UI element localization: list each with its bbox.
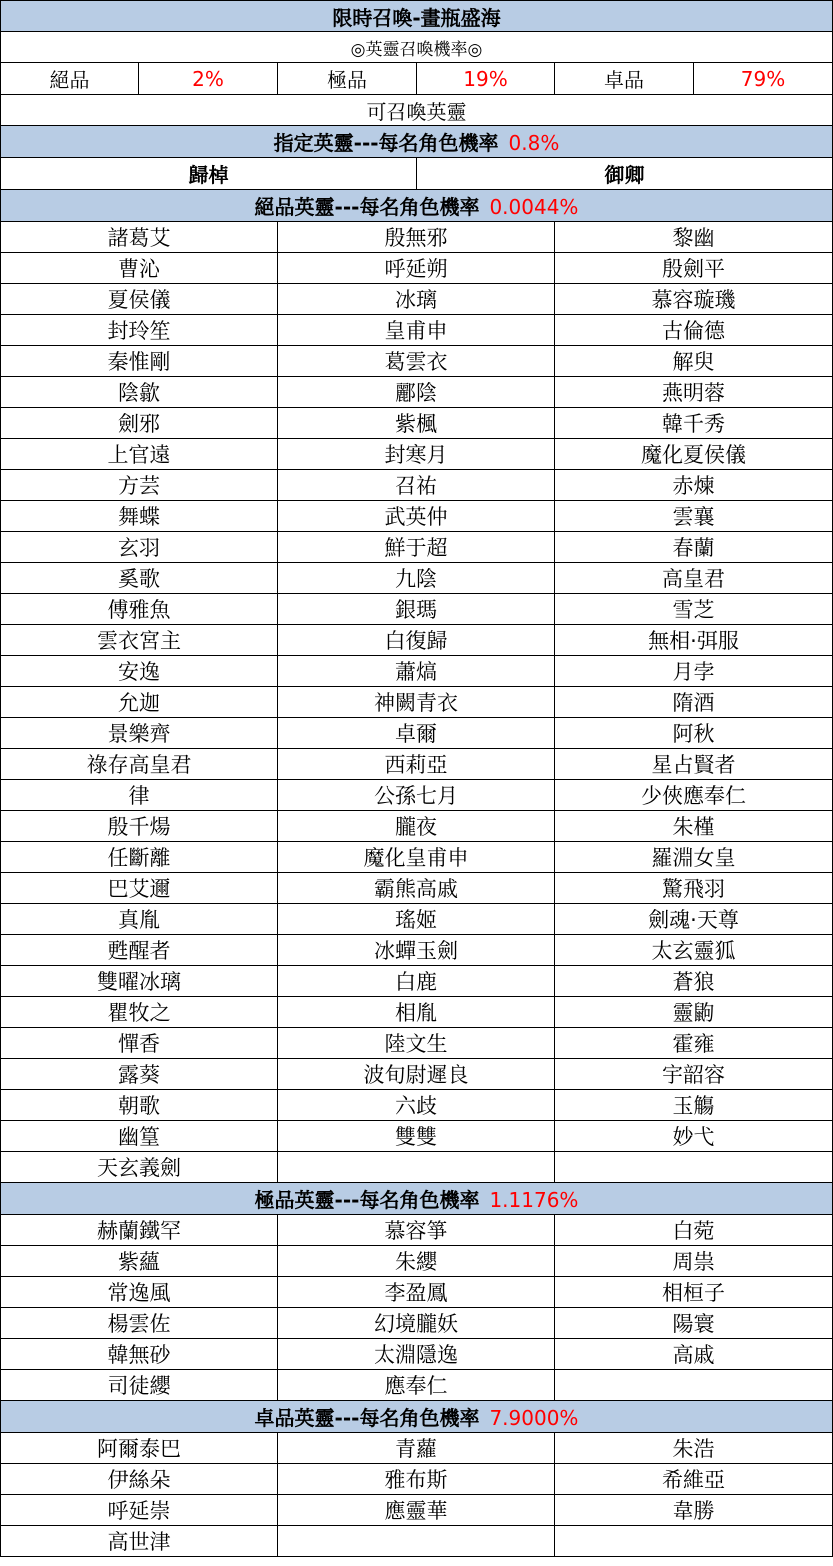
hero-name-cell: 酈陰	[278, 377, 555, 408]
hero-name-cell: 魔化夏侯儀	[555, 439, 833, 470]
hero-name-cell: 景樂齊	[1, 718, 278, 749]
hero-name-cell: 解臾	[555, 346, 833, 377]
hero-name-cell: 雅布斯	[278, 1464, 555, 1495]
hero-name-cell: 高世津	[1, 1526, 278, 1557]
hero-row	[1, 1464, 833, 1495]
hero-name-cell	[555, 1152, 833, 1183]
designated-header	[1, 126, 833, 158]
hero-name-cell: 白鹿	[278, 966, 555, 997]
hero-name-cell: 憚香	[1, 1028, 278, 1059]
hero-name-cell: 司徒纓	[1, 1370, 278, 1401]
hero-name-cell: 雙曜冰璃	[1, 966, 278, 997]
hero-name-cell: 紫蘊	[1, 1246, 278, 1277]
hero-name-cell	[278, 1152, 555, 1183]
hero-row	[1, 749, 833, 780]
hero-name-cell: 冰璃	[278, 284, 555, 315]
hero-row	[1, 377, 833, 408]
hero-name-cell: 幽篁	[1, 1121, 278, 1152]
page-title: 限時召喚-畫瓶盛海	[1, 1, 833, 32]
hero-name-cell	[555, 1526, 833, 1557]
hero-row	[1, 780, 833, 811]
hero-row	[1, 1339, 833, 1370]
hero-name-cell: 應靈華	[278, 1495, 555, 1526]
hero-name-cell: 劍魂·天尊	[555, 904, 833, 935]
hero-name-cell: 朱槿	[555, 811, 833, 842]
section-label: 極品英靈---每名角色機率	[254, 1188, 480, 1212]
tier-rate-legendary: 2%	[139, 63, 278, 95]
hero-name-cell: 月孛	[555, 656, 833, 687]
tier-rate-epic: 19%	[417, 63, 555, 95]
hero-name-cell: 幻境朧妖	[278, 1308, 555, 1339]
hero-name-cell: 雙雙	[278, 1121, 555, 1152]
hero-name-cell: 上官遠	[1, 439, 278, 470]
hero-name-cell: 召祐	[278, 470, 555, 501]
hero-name-cell: 黎幽	[555, 222, 833, 253]
hero-name-cell: 殷劍平	[555, 253, 833, 284]
section-header	[1, 190, 833, 222]
hero-name-cell: 白復歸	[278, 625, 555, 656]
hero-name-cell: 相桓子	[555, 1277, 833, 1308]
tier-label-rare: 卓品	[555, 63, 694, 95]
hero-name-cell: 武英仲	[278, 501, 555, 532]
hero-name-cell: 太淵隱逸	[278, 1339, 555, 1370]
hero-name-cell	[555, 1370, 833, 1401]
hero-row	[1, 811, 833, 842]
hero-name-cell: 呼延朔	[278, 253, 555, 284]
hero-name-cell: 太玄靈狐	[555, 935, 833, 966]
hero-name-cell: 伊絲朵	[1, 1464, 278, 1495]
hero-name-cell: 星占賢者	[555, 749, 833, 780]
hero-name-cell: 允迦	[1, 687, 278, 718]
hero-row	[1, 1308, 833, 1339]
hero-name-cell: 隋酒	[555, 687, 833, 718]
hero-name-cell: 相胤	[278, 997, 555, 1028]
hero-name-cell: 殷無邪	[278, 222, 555, 253]
hero-row	[1, 253, 833, 284]
hero-name-cell: 六歧	[278, 1090, 555, 1121]
hero-name-cell: 陰歙	[1, 377, 278, 408]
designated-hero: 歸棹	[1, 158, 417, 190]
hero-name-cell: 楊雲佐	[1, 1308, 278, 1339]
hero-name-cell: 露葵	[1, 1059, 278, 1090]
hero-row	[1, 1215, 833, 1246]
hero-row	[1, 935, 833, 966]
hero-name-cell: 希維亞	[555, 1464, 833, 1495]
hero-name-cell: 慕容箏	[278, 1215, 555, 1246]
hero-row	[1, 1059, 833, 1090]
hero-row	[1, 718, 833, 749]
hero-name-cell: 應奉仁	[278, 1370, 555, 1401]
hero-row	[1, 594, 833, 625]
hero-name-cell: 西莉亞	[278, 749, 555, 780]
hero-name-cell: 蒼狼	[555, 966, 833, 997]
hero-name-cell: 赤煉	[555, 470, 833, 501]
hero-row	[1, 408, 833, 439]
hero-name-cell: 無相·弭服	[555, 625, 833, 656]
hero-name-cell: 冰蟬玉劍	[278, 935, 555, 966]
hero-name-cell: 九陰	[278, 563, 555, 594]
section-rate: 7.9000%	[489, 1406, 579, 1430]
hero-name-cell: 葛雲衣	[278, 346, 555, 377]
hero-name-cell: 少俠應奉仁	[555, 780, 833, 811]
hero-row	[1, 966, 833, 997]
hero-name-cell: 燕明蓉	[555, 377, 833, 408]
hero-name-cell: 封寒月	[278, 439, 555, 470]
hero-name-cell: 古倫德	[555, 315, 833, 346]
hero-name-cell: 雪芝	[555, 594, 833, 625]
hero-row	[1, 563, 833, 594]
hero-name-cell: 春蘭	[555, 532, 833, 563]
hero-row	[1, 1495, 833, 1526]
hero-name-cell: 青蘿	[278, 1433, 555, 1464]
hero-row	[1, 873, 833, 904]
hero-name-cell: 安逸	[1, 656, 278, 687]
hero-row	[1, 1090, 833, 1121]
hero-name-cell: 玉觴	[555, 1090, 833, 1121]
hero-name-cell: 韋勝	[555, 1495, 833, 1526]
hero-name-cell: 鮮于超	[278, 532, 555, 563]
hero-name-cell: 阿秋	[555, 718, 833, 749]
hero-row	[1, 656, 833, 687]
hero-name-cell: 封玲笙	[1, 315, 278, 346]
hero-name-cell: 朱浩	[555, 1433, 833, 1464]
rate-row	[1, 63, 833, 95]
hero-name-cell: 慕容璇璣	[555, 284, 833, 315]
hero-name-cell: 靈鼩	[555, 997, 833, 1028]
subtitle: ◎英靈召喚機率◎	[1, 32, 833, 63]
hero-name-cell: 方芸	[1, 470, 278, 501]
hero-name-cell: 夏侯儀	[1, 284, 278, 315]
hero-row	[1, 1370, 833, 1401]
hero-name-cell: 劍邪	[1, 408, 278, 439]
hero-name-cell: 波旬尉遲良	[278, 1059, 555, 1090]
hero-name-cell: 瞿牧之	[1, 997, 278, 1028]
hero-name-cell: 傅雅魚	[1, 594, 278, 625]
designated-row	[1, 158, 833, 190]
hero-name-cell: 霸熊高戚	[278, 873, 555, 904]
hero-name-cell: 任斷離	[1, 842, 278, 873]
section-label: 卓品英靈---每名角色機率	[254, 1406, 480, 1430]
hero-name-cell: 卓爾	[278, 718, 555, 749]
hero-name-cell: 雲衣宮主	[1, 625, 278, 656]
hero-name-cell: 高戚	[555, 1339, 833, 1370]
hero-name-cell: 公孫七月	[278, 780, 555, 811]
hero-row	[1, 687, 833, 718]
hero-row	[1, 625, 833, 656]
section-rate: 1.1176%	[489, 1188, 579, 1212]
hero-name-cell: 諸葛艾	[1, 222, 278, 253]
tier-label-epic: 極品	[278, 63, 417, 95]
hero-name-cell: 奚歌	[1, 563, 278, 594]
hero-name-cell: 羅淵女皇	[555, 842, 833, 873]
hero-name-cell: 巴艾邇	[1, 873, 278, 904]
hero-name-cell: 瑤姬	[278, 904, 555, 935]
hero-name-cell: 李盈鳳	[278, 1277, 555, 1308]
hero-name-cell: 紫楓	[278, 408, 555, 439]
section-label: 絕品英靈---每名角色機率	[254, 195, 480, 219]
hero-name-cell: 朝歌	[1, 1090, 278, 1121]
hero-row	[1, 904, 833, 935]
hero-name-cell: 舞蝶	[1, 501, 278, 532]
hero-name-cell: 白菀	[555, 1215, 833, 1246]
hero-name-cell: 高皇君	[555, 563, 833, 594]
hero-name-cell: 常逸風	[1, 1277, 278, 1308]
hero-name-cell: 妙弋	[555, 1121, 833, 1152]
hero-name-cell: 呼延崇	[1, 1495, 278, 1526]
section-label: 指定英靈---每名角色機率	[273, 131, 499, 155]
hero-name-cell: 陸文生	[278, 1028, 555, 1059]
hero-name-cell: 韓千秀	[555, 408, 833, 439]
hero-row	[1, 1152, 833, 1183]
designated-hero: 御卿	[417, 158, 833, 190]
hero-name-cell: 陽寰	[555, 1308, 833, 1339]
section-header	[1, 1183, 833, 1215]
hero-name-cell: 曹沁	[1, 253, 278, 284]
hero-row	[1, 346, 833, 377]
hero-row	[1, 1121, 833, 1152]
hero-row	[1, 470, 833, 501]
hero-name-cell: 韓無砂	[1, 1339, 278, 1370]
hero-row	[1, 315, 833, 346]
hero-name-cell: 驚飛羽	[555, 873, 833, 904]
section-rate: 0.8%	[508, 131, 560, 155]
hero-row	[1, 997, 833, 1028]
hero-name-cell: 朧夜	[278, 811, 555, 842]
summonable-label: 可召喚英靈	[1, 95, 833, 126]
hero-row	[1, 1028, 833, 1059]
tier-rate-rare: 79%	[694, 63, 833, 95]
hero-name-cell: 蕭熇	[278, 656, 555, 687]
hero-name-cell: 真胤	[1, 904, 278, 935]
hero-name-cell: 秦惟剛	[1, 346, 278, 377]
hero-name-cell	[278, 1526, 555, 1557]
hero-name-cell: 周祟	[555, 1246, 833, 1277]
hero-name-cell: 魔化皇甫申	[278, 842, 555, 873]
hero-name-cell: 玄羽	[1, 532, 278, 563]
hero-name-cell: 律	[1, 780, 278, 811]
hero-name-cell: 殷千煬	[1, 811, 278, 842]
hero-name-cell: 神闕青衣	[278, 687, 555, 718]
hero-row	[1, 501, 833, 532]
hero-name-cell: 甦醒者	[1, 935, 278, 966]
hero-row	[1, 532, 833, 563]
hero-row	[1, 1433, 833, 1464]
hero-name-cell: 宇韶容	[555, 1059, 833, 1090]
hero-row	[1, 222, 833, 253]
hero-name-cell: 雲襄	[555, 501, 833, 532]
hero-row	[1, 1526, 833, 1557]
hero-name-cell: 天玄義劍	[1, 1152, 278, 1183]
section-rate: 0.0044%	[489, 195, 579, 219]
hero-row	[1, 439, 833, 470]
hero-name-cell: 朱纓	[278, 1246, 555, 1277]
tier-label-legendary: 絕品	[1, 63, 139, 95]
hero-row	[1, 284, 833, 315]
hero-name-cell: 阿爾泰巴	[1, 1433, 278, 1464]
section-header	[1, 1401, 833, 1433]
hero-name-cell: 祿存高皇君	[1, 749, 278, 780]
hero-name-cell: 霍雍	[555, 1028, 833, 1059]
hero-name-cell: 皇甫申	[278, 315, 555, 346]
hero-row	[1, 1277, 833, 1308]
hero-row	[1, 842, 833, 873]
hero-name-cell: 赫蘭鐵罕	[1, 1215, 278, 1246]
hero-name-cell: 銀瑪	[278, 594, 555, 625]
hero-row	[1, 1246, 833, 1277]
